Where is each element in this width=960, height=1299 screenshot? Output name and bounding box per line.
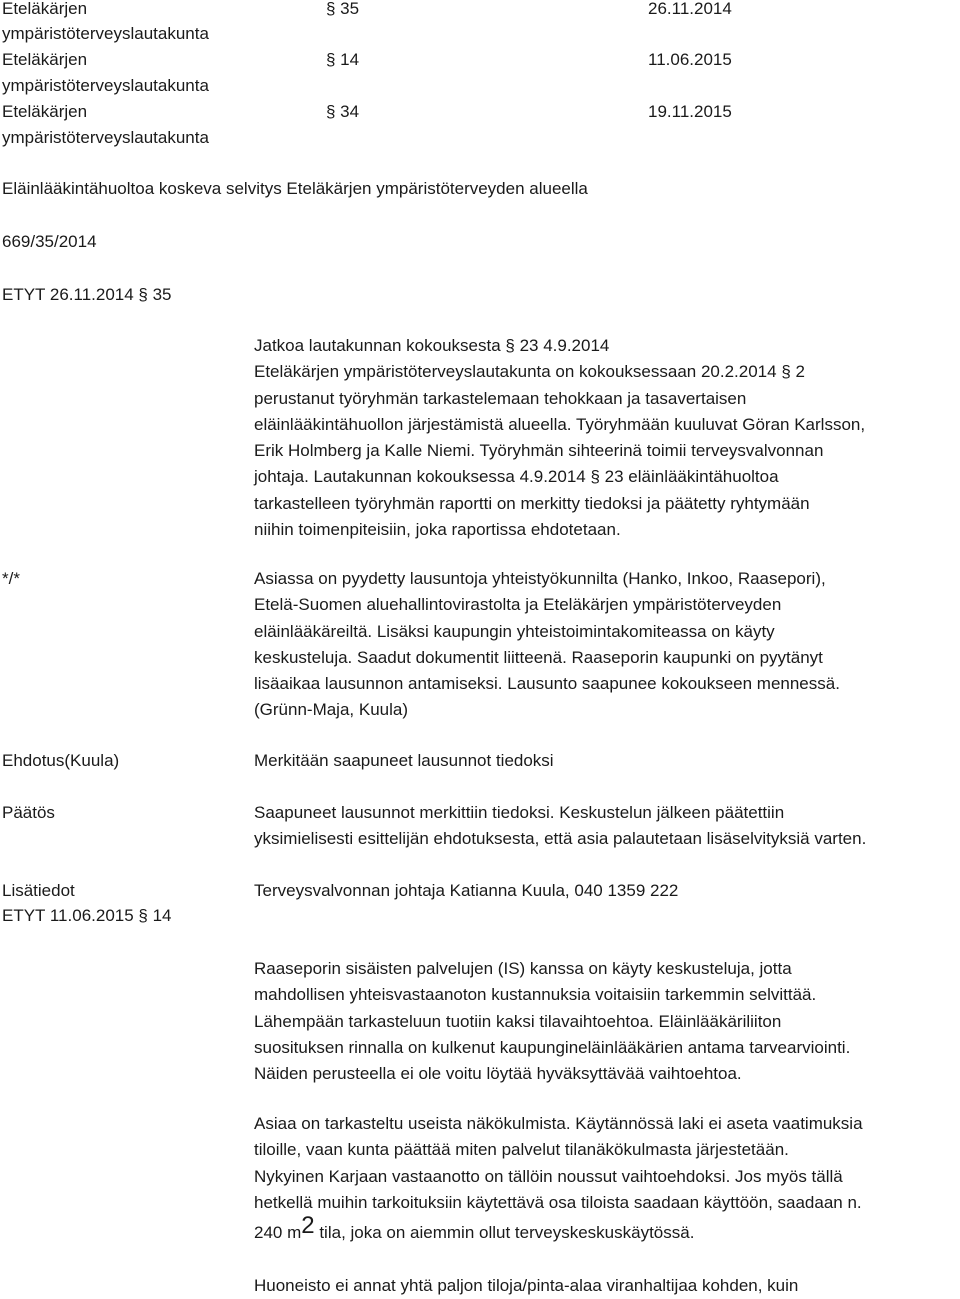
meeting-body-line2: ympäristöterveyslautakunta: [2, 76, 209, 95]
meeting-section: § 14: [326, 50, 360, 69]
area-line: [254, 1212, 695, 1246]
is-paragraph: [254, 956, 850, 1087]
area-value: 240 m: [254, 1223, 302, 1242]
document-title: Eläinlääkintähuoltoa koskeva selvitys Eteläkärjen ympäristöterveyden alueella: [2, 179, 588, 198]
paragraph-line: Asiaa on tarkasteltu useista näkökulmista. Käytännössä laki ei aseta vaatimuksia: [254, 1114, 863, 1133]
meeting-date: 26.11.2014: [648, 0, 732, 18]
paragraph-line: keskusteluja. Saadut dokumentit liitteenä. Raaseporin kaupunki on pyytänyt: [254, 647, 823, 667]
paragraph-line: Erik Holmberg ja Kalle Niemi. Työryhmän sihteerinä toimii terveysvalvonnan: [254, 441, 824, 461]
paragraph-line: suosituksen rinnalla on kulkenut kaupungineläinlääkärien antama tarvearviointi.: [254, 1037, 851, 1057]
paragraph-line: johtaja. Lautakunnan kokouksessa 4.9.2014 § 23 eläinlääkintähuoltoa: [254, 467, 779, 487]
paragraph-line: perustanut työryhmän tarkastelemaan tehokkaan ja tasavertaisen: [254, 388, 747, 408]
meeting-section: § 34: [326, 102, 360, 121]
paragraph-line: lisäaikaa lausunnon antamiseksi. Lausunto saapunee kokoukseen mennessä.: [254, 674, 840, 694]
decision-paragraph: [254, 800, 866, 853]
paragraph-line: hetkellä muihin tarkoituksiin käytettävä osa tiloista saadaan käyttöön, saadaan n.: [254, 1192, 862, 1212]
paragraph-line: Näiden perusteella ei ole voitu löytää hyväksyttävää vaihtoehtoa.: [254, 1064, 742, 1084]
last-line: Huoneisto ei annat yhtä paljon tiloja/pinta-alaa viranhaltijaa kohden, kuin: [254, 1276, 799, 1295]
section-marker: */*: [2, 569, 20, 588]
paragraph-line: eläinlääkintähuollon järjestämistä alueella. Työryhmään kuuluvat Göran Karlsson,: [254, 414, 866, 434]
meeting-date: 19.11.2015: [648, 102, 732, 121]
area-text: tila, joka on aiemmin ollut terveyskeskuskäytössä.: [314, 1223, 695, 1242]
paragraph-line: Nykyinen Karjaan vastaanotto on tällöin noussut vaihtoehdoksi. Jos myös tällä: [254, 1166, 843, 1186]
paragraph-line: yksimielisesti esittelijän ehdotuksesta, että asia palautetaan lisäselvityksiä varten.: [254, 829, 867, 849]
paragraph-line: Saapuneet lausunnot merkittiin tiedoksi. Keskustelun jälkeen päätettiin: [254, 803, 785, 822]
info-text: Terveysvalvonnan johtaja Katianna Kuula, 040 1359 222: [254, 881, 679, 900]
paragraph-line: Raaseporin sisäisten palvelujen (IS) kanssa on käyty keskusteluja, jotta: [254, 959, 792, 978]
proposal-label: Ehdotus(Kuula): [2, 751, 120, 770]
area-unit-exponent: 2: [301, 1212, 315, 1239]
paragraph-line: tarkastelleen työryhmän raportti on merkitty tiedoksi ja päätetty ryhtymään: [254, 493, 810, 513]
proposal-text: Merkitään saapuneet lausunnot tiedoksi: [254, 751, 554, 770]
meeting-section: § 35: [326, 0, 360, 18]
meeting-body-line1: Eteläkärjen: [2, 102, 88, 121]
paragraph-line: Jatkoa lautakunnan kokouksesta § 23 4.9.2014: [254, 336, 610, 355]
paragraph-line: Lähempään tarkasteluun tuotiin kaksi tilavaihtoehtoa. Eläinlääkäriliiton: [254, 1011, 782, 1031]
etyt-reference: ETYT 26.11.2014 § 35: [2, 285, 172, 304]
info-label: Lisätiedot: [2, 881, 75, 900]
paragraph-line: tiloille, vaan kunta päättää miten palvelut tilanäkökulmasta järjestetään.: [254, 1140, 789, 1160]
paragraph-line: niihin toimenpiteisiin, joka raportissa ehdotetaan.: [254, 520, 621, 540]
paragraph-line: mahdollisen yhteisvastaanoton kustannuksia voitaisiin tarkemmin selvittää.: [254, 985, 817, 1005]
views-paragraph: [254, 1111, 863, 1216]
case-number: 669/35/2014: [2, 232, 97, 251]
meeting-body-line2: ympäristöterveyslautakunta: [2, 128, 209, 147]
background-paragraph: [254, 333, 865, 543]
paragraph-line: Eteläkärjen ympäristöterveyslautakunta on kokouksessaan 20.2.2014 § 2: [254, 362, 805, 382]
etyt-reference: ETYT 11.06.2015 § 14: [2, 906, 172, 925]
paragraph-line: (Grünn-Maja, Kuula): [254, 700, 409, 720]
meeting-body-line2: ympäristöterveyslautakunta: [2, 24, 209, 43]
paragraph-line: Asiassa on pyydetty lausuntoja yhteistyökunnilta (Hanko, Inkoo, Raasepori),: [254, 569, 826, 588]
decision-label: Päätös: [2, 803, 55, 822]
meeting-body-line1: Eteläkärjen: [2, 50, 88, 69]
paragraph-line: eläinlääkäreiltä. Lisäksi kaupungin yhteistoimintakomiteassa on käyty: [254, 621, 775, 641]
meeting-body-line1: Eteläkärjen: [2, 0, 88, 18]
statement-paragraph: [254, 566, 840, 724]
meeting-date: 11.06.2015: [648, 50, 732, 69]
paragraph-line: Etelä-Suomen aluehallintovirastolta ja Eteläkärjen ympäristöterveyden: [254, 595, 782, 615]
